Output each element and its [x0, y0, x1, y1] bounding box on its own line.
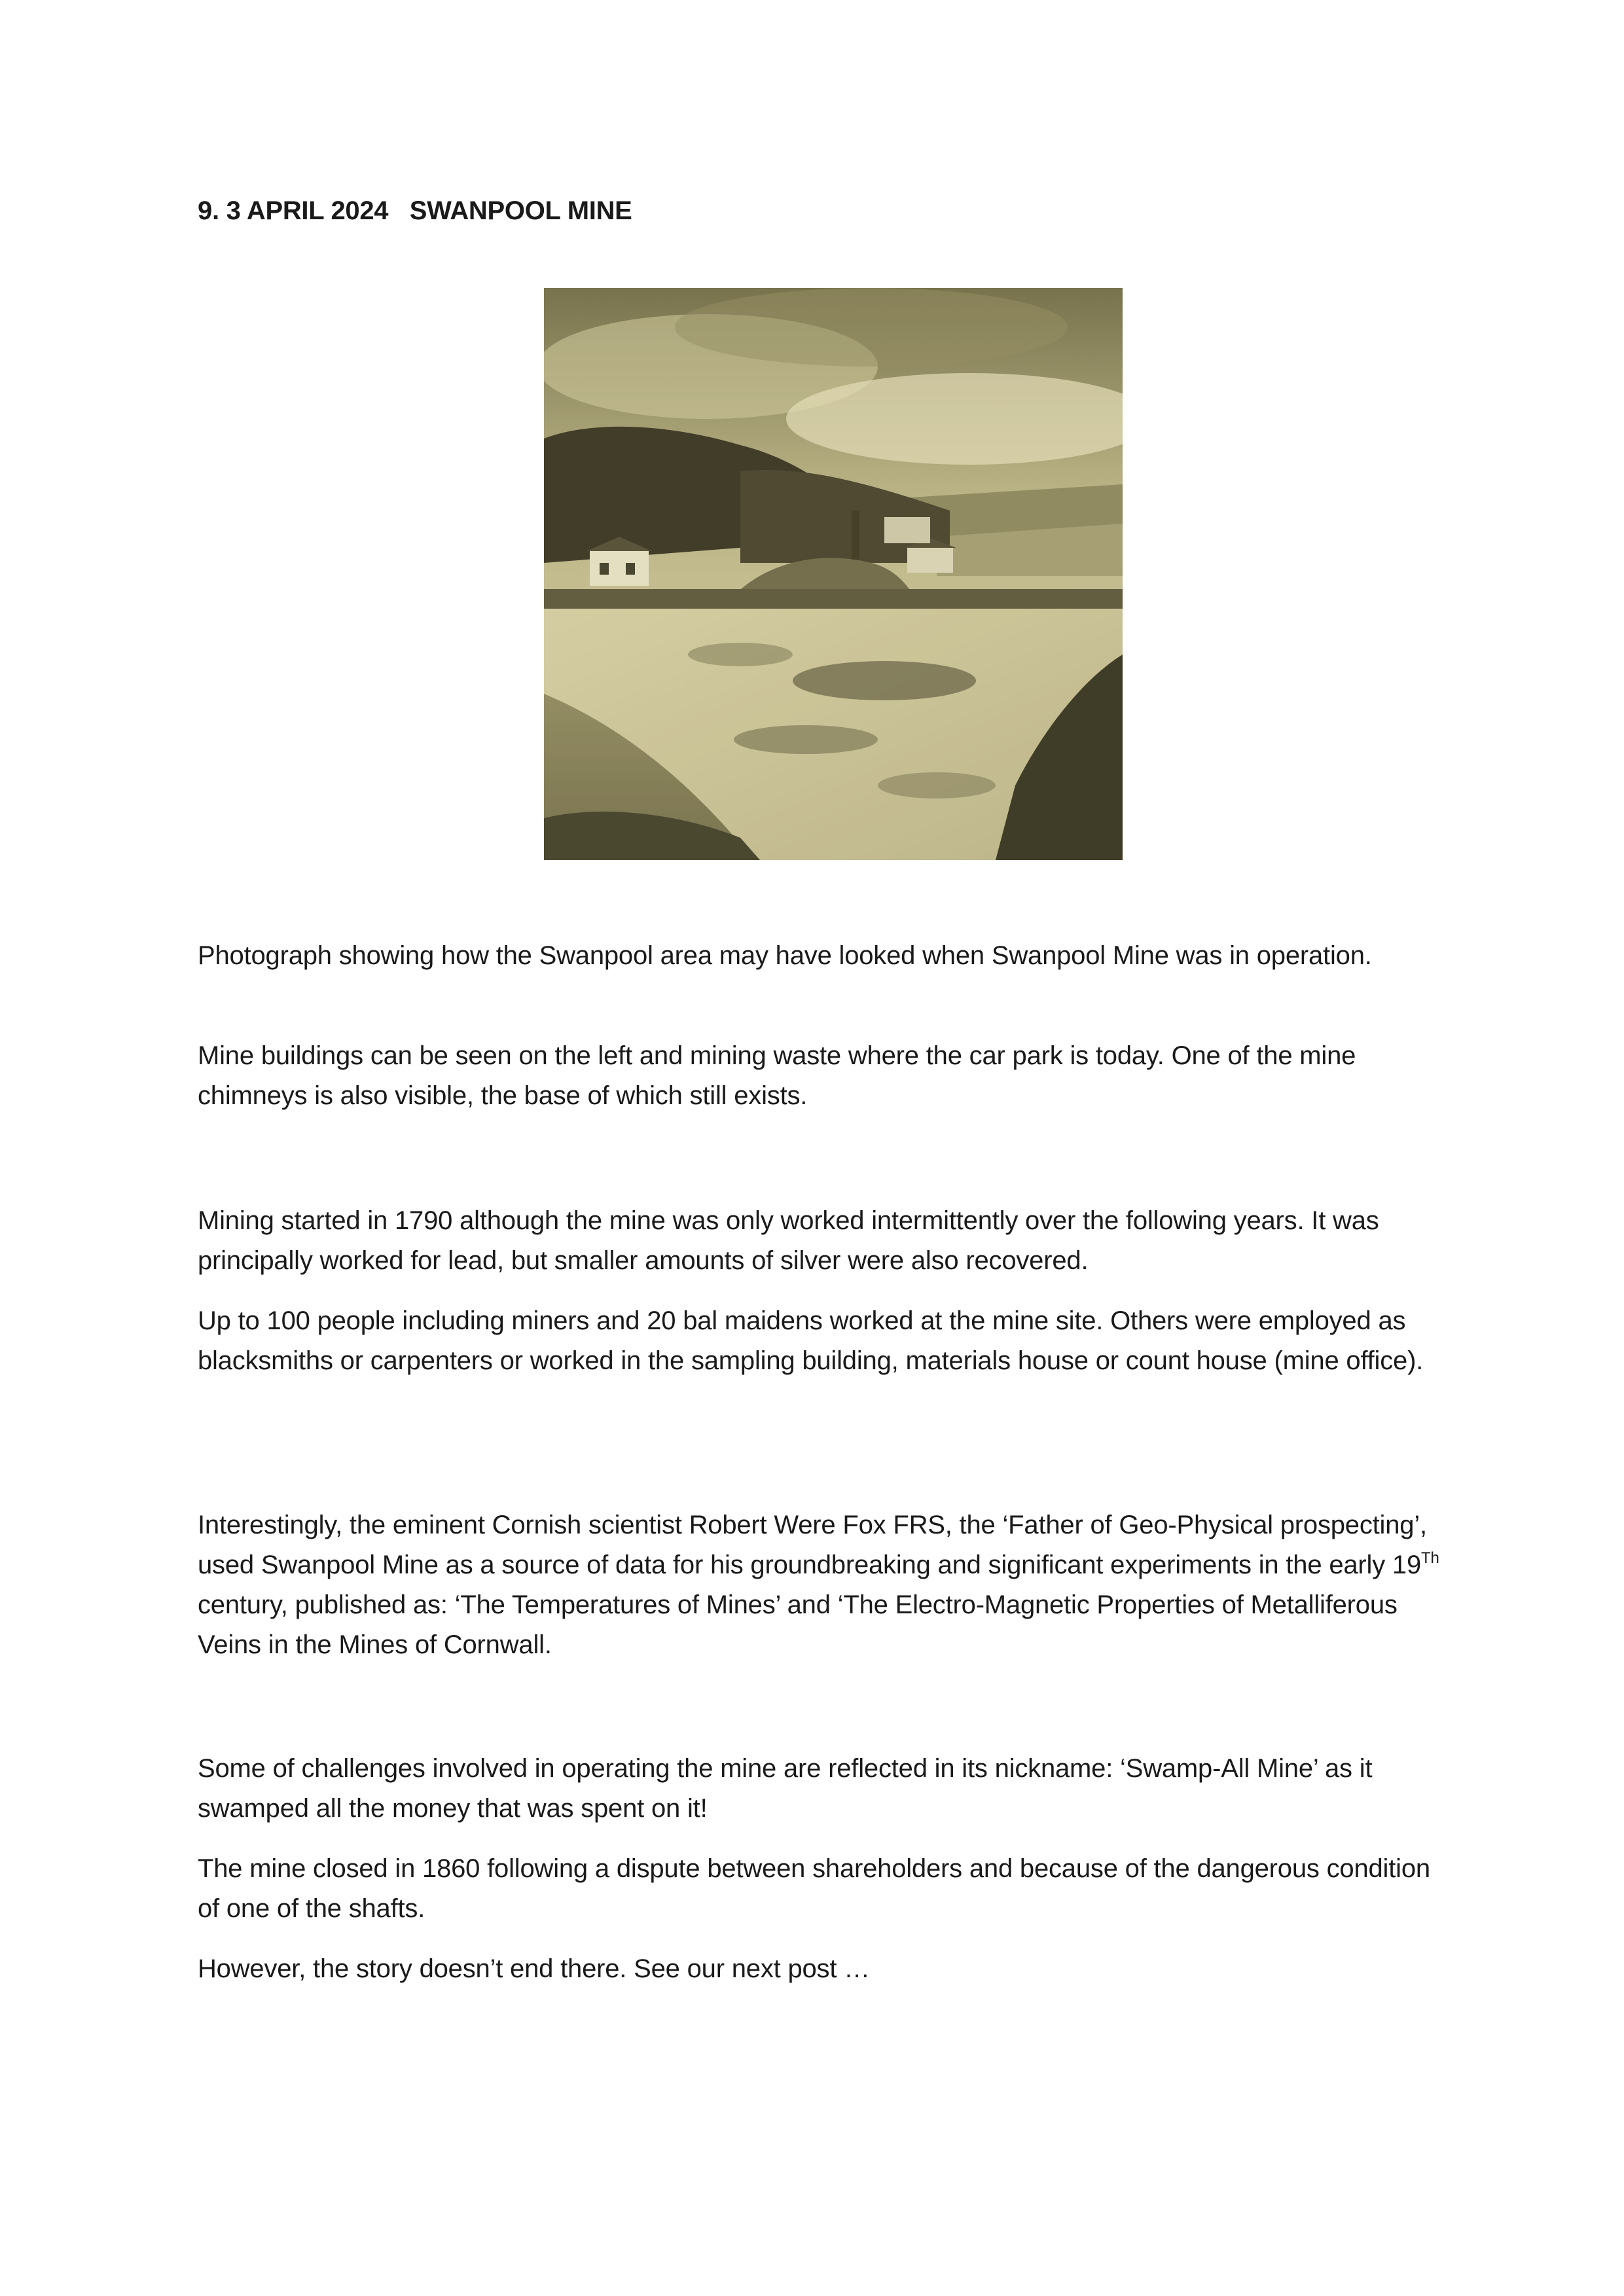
paragraph-mining-started: Mining started in 1790 although the mine was only worked intermittently over the following years. It was principally worked for lead, but smaller amounts of silver were also recovered. [198, 1206, 1379, 1275]
paragraph-mine-closed: The mine closed in 1860 following a dispute between shareholders and because of the dangerous condition of one of the shafts. [198, 1854, 1430, 1923]
fox-text-after: century, published as: ‘The Temperatures of Mines’ and ‘The Electro-Magnetic Properties of Metalliferous Veins in the Mines of Cornwall. [198, 1590, 1398, 1659]
paragraph-next-post: However, the story doesn’t end there. See our next post … [198, 1954, 870, 1983]
paragraph-photo-caption: Photograph showing how the Swanpool area may have looked when Swanpool Mine was in operation. [198, 941, 1372, 970]
heading-title: SWANPOOL MINE [409, 196, 632, 225]
page-title [198, 196, 632, 226]
paragraph-workers: Up to 100 people including miners and 20 bal maidens worked at the mine site. Others were employed as blacksmiths or carpenters or worked in the sampling building, materials house or count house (mine office). [198, 1306, 1424, 1375]
paragraph-robert-were-fox [198, 1505, 1441, 1665]
paragraph-mine-buildings: Mine buildings can be seen on the left and mining waste where the car park is today. One of the mine chimneys is also visible, the base of which still exists. [198, 1041, 1356, 1110]
heading-number: 9. [198, 196, 219, 225]
heading-date: 3 APRIL 2024 [226, 196, 389, 225]
swanpool-photograph [544, 288, 1123, 860]
paragraph-swamp-all-nickname: Some of challenges involved in operating the mine are reflected in its nickname: ‘Swamp-All Mine’ as it swamped all the money that was spent on it! [198, 1754, 1373, 1823]
superscript-th: Th [1421, 1549, 1439, 1567]
fox-text-before: Interestingly, the eminent Cornish scientist Robert Were Fox FRS, the ‘Father of Geo-Physical prospecting’, used Swanpool Mine as a source of data for his groundbreaking and significant experiments in the early 19 [198, 1511, 1427, 1579]
